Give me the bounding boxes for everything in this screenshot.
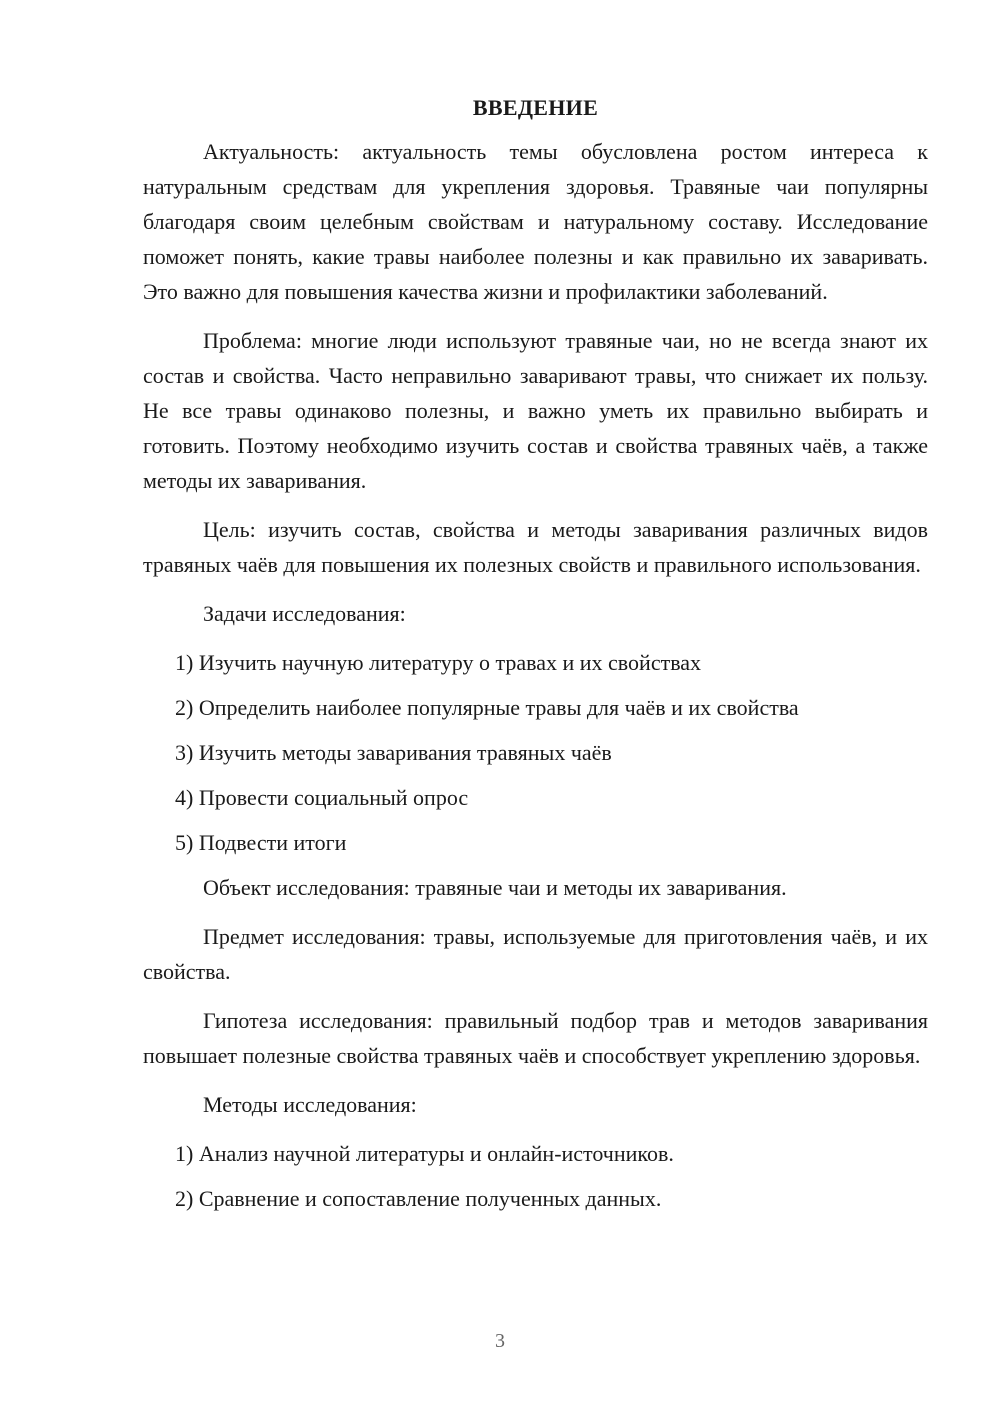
task-item-4: 4) Провести социальный опрос	[175, 785, 469, 810]
goal-paragraph: Цель: изучить состав, свойства и методы заваривания различных видов травяных чаёв для повышения их полезных свойств и правильного использования.	[143, 517, 928, 577]
tasks-heading: Задачи исследования:	[203, 601, 406, 626]
relevance-paragraph: Актуальность: актуальность темы обусловлена ростом интереса к натуральным средствам для укрепления здоровья. Травяные чаи популярны благодаря своим целебным свойствам и натуральному составу. Исследование поможет понять, какие травы наиболее полезны и как правильно их заваривать. Это важно для повышения качества жизни и профилактики заболеваний.	[143, 139, 928, 304]
page-number: 3	[495, 1330, 505, 1352]
page-content	[143, 92, 928, 1226]
object-paragraph: Объект исследования: травяные чаи и методы их заваривания.	[203, 875, 787, 900]
method-item-1: 1) Анализ научной литературы и онлайн-источников.	[175, 1141, 674, 1166]
problem-paragraph: Проблема: многие люди используют травяные чаи, но не всегда знают их состав и свойства. Часто неправильно заваривают травы, что снижает их пользу. Не все травы одинаково полезны, и важно уметь их правильно выбирать и готовить. Поэтому необходимо изучить состав и свойства травяных чаёв, а также методы их заваривания.	[143, 328, 928, 493]
hypothesis-paragraph: Гипотеза исследования: правильный подбор трав и методов заваривания повышает полезные свойства травяных чаёв и способствует укреплению здоровья.	[143, 1008, 928, 1068]
task-item-2: 2) Определить наиболее популярные травы для чаёв и их свойства	[175, 695, 799, 720]
task-item-3: 3) Изучить методы заваривания травяных чаёв	[175, 740, 612, 765]
task-item-1: 1) Изучить научную литературу о травах и их свойствах	[175, 650, 702, 675]
subject-paragraph: Предмет исследования: травы, используемые для приготовления чаёв, и их свойства.	[143, 924, 928, 984]
method-item-2: 2) Сравнение и сопоставление полученных данных.	[175, 1186, 662, 1211]
section-title: ВВЕДЕНИЕ	[472, 95, 599, 120]
methods-heading: Методы исследования:	[203, 1092, 417, 1117]
task-item-5: 5) Подвести итоги	[175, 830, 347, 855]
